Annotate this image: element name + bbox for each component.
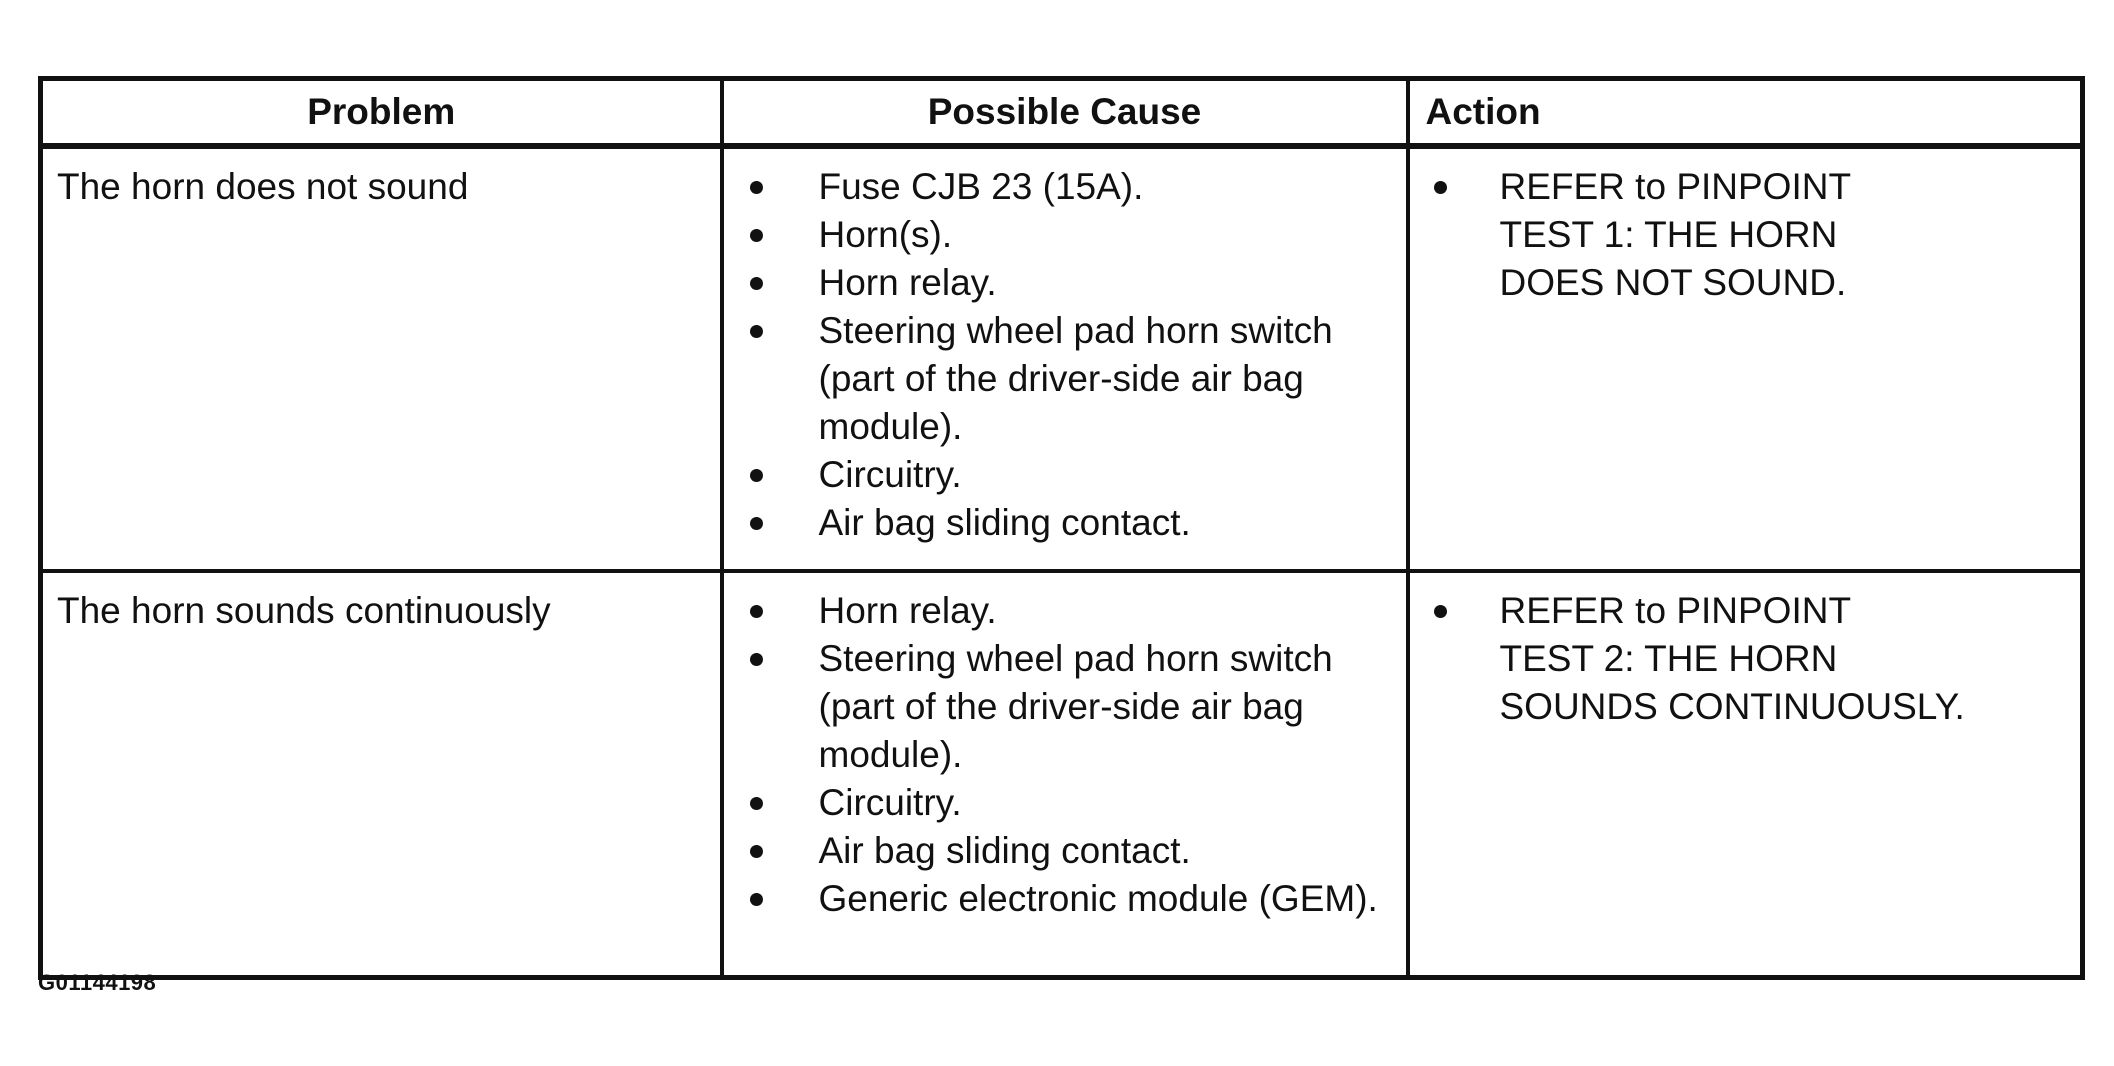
cause-cell [722, 146, 1408, 571]
cause-cell [722, 571, 1408, 978]
list-item: Steering wheel pad horn switch (part of the driver-side air bag module). [724, 635, 1396, 779]
action-list [1410, 573, 2081, 739]
header-row [41, 79, 2083, 147]
list-item [1410, 587, 2071, 731]
action-line: TEST 2: THE HORN [1499, 638, 1838, 679]
bullet-icon [750, 893, 763, 906]
list-item: Circuitry. [724, 779, 1396, 827]
list-item: Air bag sliding contact. [724, 499, 1396, 547]
bullet-icon [750, 653, 763, 666]
header-action: Action [1408, 79, 2083, 147]
action-line: SOUNDS CONTINUOUSLY. [1499, 686, 1965, 727]
list-item: Horn relay. [724, 587, 1396, 635]
action-cell [1408, 146, 2083, 571]
bullet-icon [750, 845, 763, 858]
bullet-icon [1434, 181, 1447, 194]
list-item: Horn relay. [724, 259, 1396, 307]
list-item: Air bag sliding contact. [724, 827, 1396, 875]
cause-list [724, 149, 1406, 555]
bullet-icon [750, 797, 763, 810]
table-row [41, 146, 2083, 571]
table-row [41, 571, 2083, 978]
action-list [1410, 149, 2081, 315]
diagnosis-table [38, 76, 2085, 980]
list-item: Generic electronic module (GEM). [724, 875, 1396, 923]
cause-list [724, 573, 1406, 931]
action-line: DOES NOT SOUND. [1499, 262, 1847, 303]
bullet-icon [750, 181, 763, 194]
bullet-icon [1434, 605, 1447, 618]
list-item: Steering wheel pad horn switch (part of the driver-side air bag module). [724, 307, 1396, 451]
bullet-icon [750, 605, 763, 618]
action-line: TEST 1: THE HORN [1499, 214, 1838, 255]
list-item: Circuitry. [724, 451, 1396, 499]
action-line: REFER to PINPOINT [1499, 590, 1852, 631]
action-line: REFER to PINPOINT [1499, 166, 1852, 207]
bullet-icon [750, 277, 763, 290]
bullet-icon [750, 517, 763, 530]
bullet-icon [750, 229, 763, 242]
action-cell [1408, 571, 2083, 978]
list-item [1410, 163, 2071, 307]
list-item: Fuse CJB 23 (15A). [724, 163, 1396, 211]
bullet-icon [750, 325, 763, 338]
header-problem: Problem [41, 79, 722, 147]
bullet-icon [750, 469, 763, 482]
list-item: Horn(s). [724, 211, 1396, 259]
problem-cell: The horn does not sound [41, 146, 722, 571]
header-possible-cause: Possible Cause [722, 79, 1408, 147]
problem-cell: The horn sounds continuously [41, 571, 722, 978]
figure-id: G01144198 [38, 970, 157, 995]
